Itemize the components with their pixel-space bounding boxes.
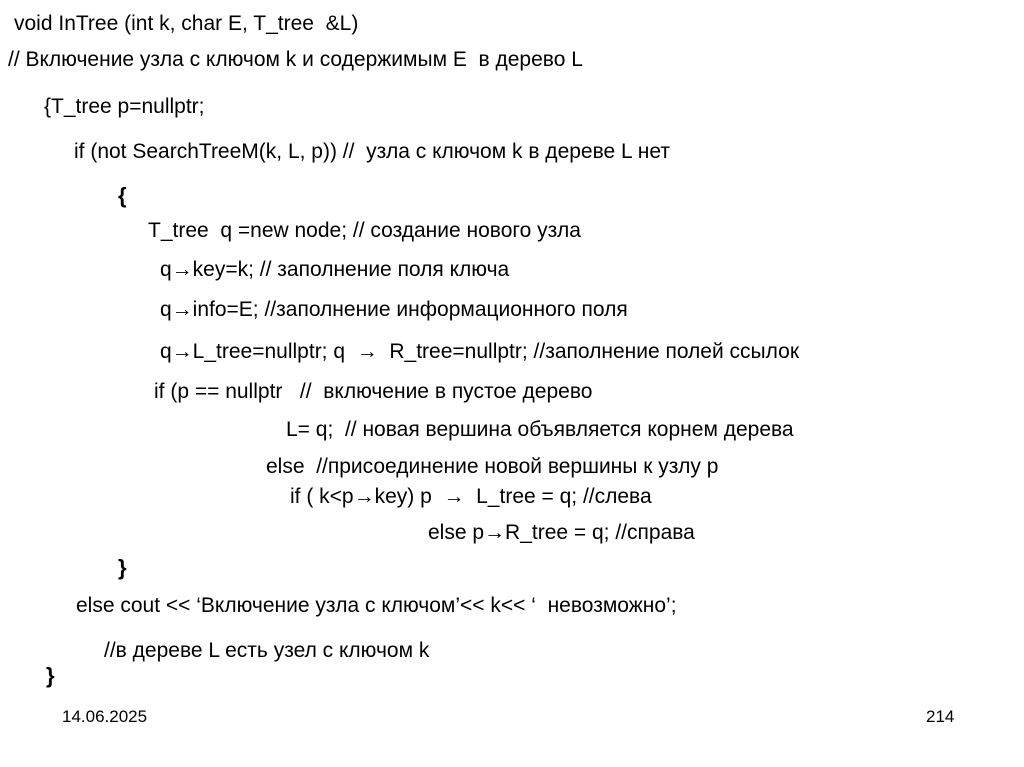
code-line-else-attach: else //присоединение новой вершины к узлу p — [266, 455, 719, 478]
footer-page-number: 214 — [926, 707, 955, 726]
code-line-set-info: q→info=E; //заполнение информационного поля — [160, 298, 628, 321]
code-line-comment-exists: //в дереве L есть узел с ключом k — [104, 639, 430, 662]
code-line-else-cout: else cout << ‘Включение узла с ключом’<< k<< ‘ невозможно’; — [76, 594, 677, 617]
code-line-declare-p: {T_tree p=nullptr; — [44, 95, 205, 118]
code-line-if-search: if (not SearchTreeM(k, L, p)) // узла с ключом k в дереве L нет — [74, 140, 670, 163]
code-line-else-right: else p→R_tree = q; //справа — [428, 521, 695, 544]
code-line-comment-header: // Включение узла с ключом k и содержимым E в дерево L — [8, 48, 583, 71]
code-line-signature: void InTree (int k, char E, T_tree &L) — [14, 12, 359, 35]
footer-date: 14.06.2025 — [62, 707, 148, 726]
code-line-open-brace: { — [118, 183, 127, 208]
code-line-if-left: if ( k<p→key) p → L_tree = q; //слева — [290, 485, 652, 508]
code-line-set-root: L= q; // новая вершина объявляется корнем дерева — [286, 418, 794, 441]
code-line-if-empty: if (p == nullptr // включение в пустое дерево — [154, 380, 593, 403]
code-line-close-brace: } — [118, 555, 127, 580]
code-line-new-node: T_tree q =new node; // создание нового узла — [148, 219, 581, 242]
code-line-set-key: q→key=k; // заполнение поля ключа — [160, 258, 510, 281]
code-line-set-links: q→L_tree=nullptr; q → R_tree=nullptr; //заполнение полей ссылок — [160, 340, 800, 363]
code-line-final-brace: } — [46, 663, 55, 688]
